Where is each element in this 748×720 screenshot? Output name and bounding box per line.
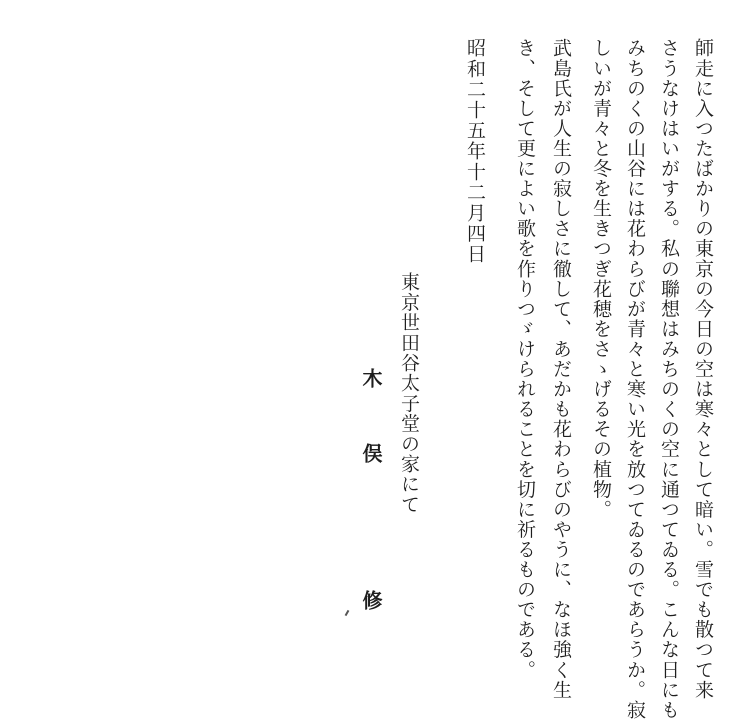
author-name	[358, 368, 384, 610]
scan-speck	[345, 610, 350, 616]
body-line-2: さうなけはいがする。私の聯想はみちのくの空に通つてゐる。こんな日にも	[658, 38, 680, 720]
body-line-4: しいが青々と冬を生きつぎ花穂をさゝげるその植物。	[590, 38, 612, 520]
date-line: 昭和二十五年十二月四日	[464, 38, 486, 265]
body-line-1: 師走に入つたばかりの東京の今日の空は寒々として暗い。雪でも散つて来	[692, 38, 714, 700]
body-line-5: 武島氏が人生の寂しさに徹して、あだかも花わらびのやうに、なほ強く生	[550, 38, 572, 700]
place-line: 東京世田谷太子堂の家にて	[398, 272, 420, 515]
author-name-char-3: 修	[359, 589, 383, 610]
body-line-3: みちのくの山谷には花わらびが青々と寒い光を放つてゐるのであらうか。寂	[624, 38, 646, 720]
body-line-6: き、そして更によい歌を作りつゞけられることを切に祈るものである。	[514, 38, 536, 680]
author-name-char-1: 木	[359, 368, 383, 388]
author-name-char-2: 俣	[359, 442, 383, 463]
